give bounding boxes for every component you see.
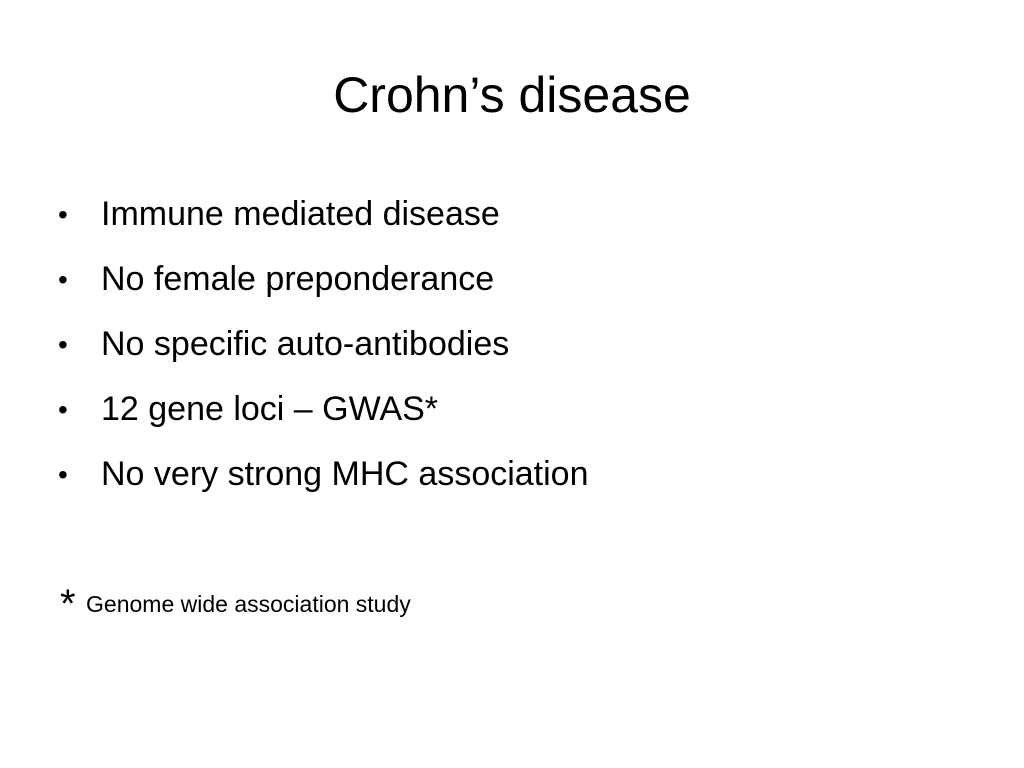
footnote [60, 574, 411, 634]
footnote-asterisk: * [60, 582, 76, 626]
bullet-icon: • [58, 394, 68, 425]
bullet-text: No female preponderance [101, 260, 495, 298]
bullet-item [58, 312, 589, 377]
bullet-text: No very strong MHC association [101, 455, 589, 493]
bullet-icon: • [58, 329, 68, 360]
bullet-item [58, 182, 589, 247]
bullet-text: No specific auto-antibodies [101, 325, 510, 363]
bullet-text: Immune mediated disease [101, 195, 500, 233]
slide-title: Crohn’s disease [333, 67, 691, 123]
footnote-text: Genome wide association study [86, 591, 411, 617]
bullet-icon: • [58, 264, 68, 295]
bullet-icon: • [58, 459, 68, 490]
bullet-item [58, 247, 589, 312]
bullet-item [58, 377, 589, 442]
bullet-icon: • [58, 199, 68, 230]
bullet-item [58, 442, 589, 507]
bullet-text: 12 gene loci – GWAS* [101, 390, 439, 428]
bullet-list [58, 182, 589, 507]
